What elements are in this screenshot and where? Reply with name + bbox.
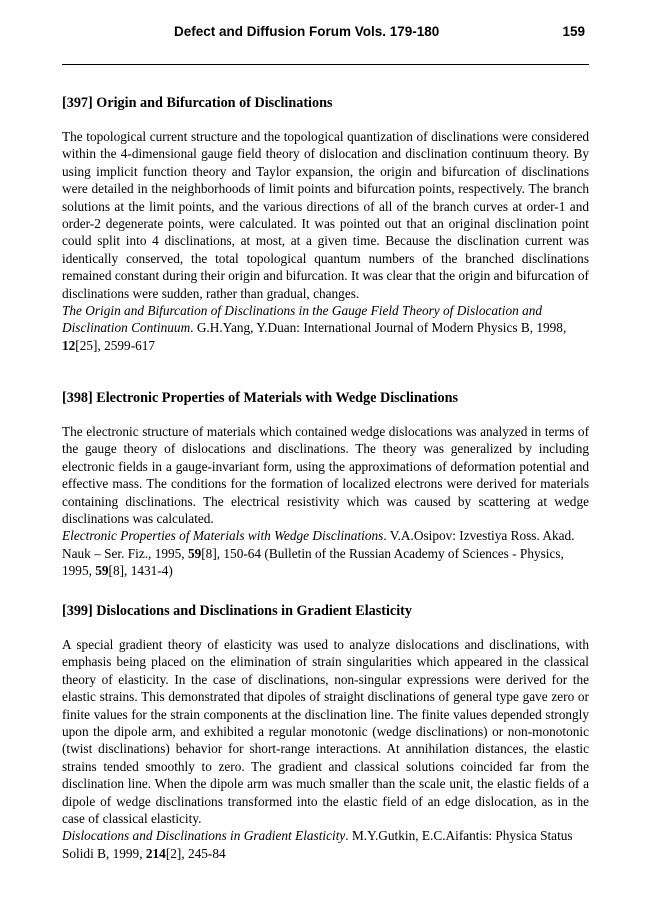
entry-citation [62, 827, 589, 862]
entry-title: [399] Dislocations and Disclinations in Gradient Elasticity [62, 603, 412, 619]
journal-title: Defect and Diffusion Forum Vols. 179-180 [174, 24, 440, 39]
citation-middle: [8], 150-64 (Bulletin of the Russian Academy of Sciences - Physics, 1995, [62, 545, 564, 579]
citation-title: The Origin and Bifurcation of Disclinations in the Gauge Field Theory of Dislocation and Disclination Continuum [62, 303, 543, 336]
entry-abstract: The topological current structure and the topological quantization of disclinations were considered within the 4-dimensional gauge field theory of dislocation and disclination continuum theory. By using implicit function theory and Taylor expansion, the origin and bifurcation of disclinations were detailed in the neighborhoods of limit points and bifurcation points, respectively. The branch solutions at the limit points, and the various directions of all of the branch curves at order-1 and order-2 degenerate points, were calculated. It was pointed out that an original disclination point could split into 4 disclinations, at most, at a given time. Because the disclination current was identically conserved, the total topological quantum numbers of the branched disclinations remained constant during their origin and bifurcation. It was clear that the origin and bifurcation of disclinations were sudden, rather than gradual, changes. [62, 129, 589, 301]
citation-volume: 59 [187, 545, 202, 561]
entry-title: [397] Origin and Bifurcation of Disclinations [62, 95, 333, 111]
entry-397 [62, 94, 589, 354]
entry-abstract: A special gradient theory of elasticity was used to analyze dislocations and disclinations, with emphasis being placed on the elimination of strain singularities which appeared in the classical theory of elasticity. In the case of disclinations, non-singular expressions were derived for the elastic strains. This demonstrated that dipoles of straight disclinations of general type gave zero or finite values for the strain components at the disclination line. The finite values depended strongly upon the dipole arm, and exhibited a regular monotonic (wedge disclinations) or non-monotonic (twist disclinations) behavior for short-range interactions. At annihilation distances, the elastic strains tended smoothly to zero. The gradient and classical solutions coincided far from the disclination line. When the dipole arm was much smaller than the scale unit, the elastic fields of a dipole of wedge disclinations transformed into the elastic field of an edge dislocation, as in the case of classical elasticity. [62, 637, 589, 827]
citation-volume: 214 [145, 845, 166, 861]
citation-pages: [2], 245-84 [165, 845, 226, 861]
citation-volume: 12 [62, 337, 76, 353]
citation-authors: . V.A.Osipov: Izvestiya Ross. Akad. Nauk – Ser. Fiz., 1995, [62, 528, 575, 561]
entry-citation [62, 527, 589, 579]
citation-volume-2: 59 [95, 563, 109, 579]
citation-pages: [8], 1431-4) [108, 563, 173, 579]
citation-title: Dislocations and Disclinations in Gradient Elasticity [62, 828, 346, 844]
entry-title: [398] Electronic Properties of Materials with Wedge Disclinations [62, 390, 459, 406]
citation-title: Electronic Properties of Materials with Wedge Disclinations [62, 528, 384, 544]
running-header [62, 22, 589, 44]
citation-pages: [25], 2599-617 [75, 337, 156, 353]
entry-398 [62, 389, 589, 580]
entry-399 [62, 602, 589, 862]
entry-citation [62, 302, 589, 354]
header-rule [62, 64, 589, 65]
citation-authors: . M.Y.Gutkin, E.C.Aifantis: Physica Status Solidi B, 1999, [62, 828, 573, 861]
page-number: 159 [562, 24, 585, 39]
entry-abstract: The electronic structure of materials which contained wedge dislocations was analyzed in terms of the gauge theory of dislocations and disclinations. The theory was generalized by including electronic fields in a gauge-invariant form, using the approximations of deformation potential and effective mass. The conditions for the formation of localized electrons were derived for materials containing disclinations. The electrical resistivity which was caused by scattering at wedge disclinations was calculated. [62, 424, 589, 527]
citation-authors: . G.H.Yang, Y.Duan: International Journal of Modern Physics B, 1998, [190, 320, 567, 336]
